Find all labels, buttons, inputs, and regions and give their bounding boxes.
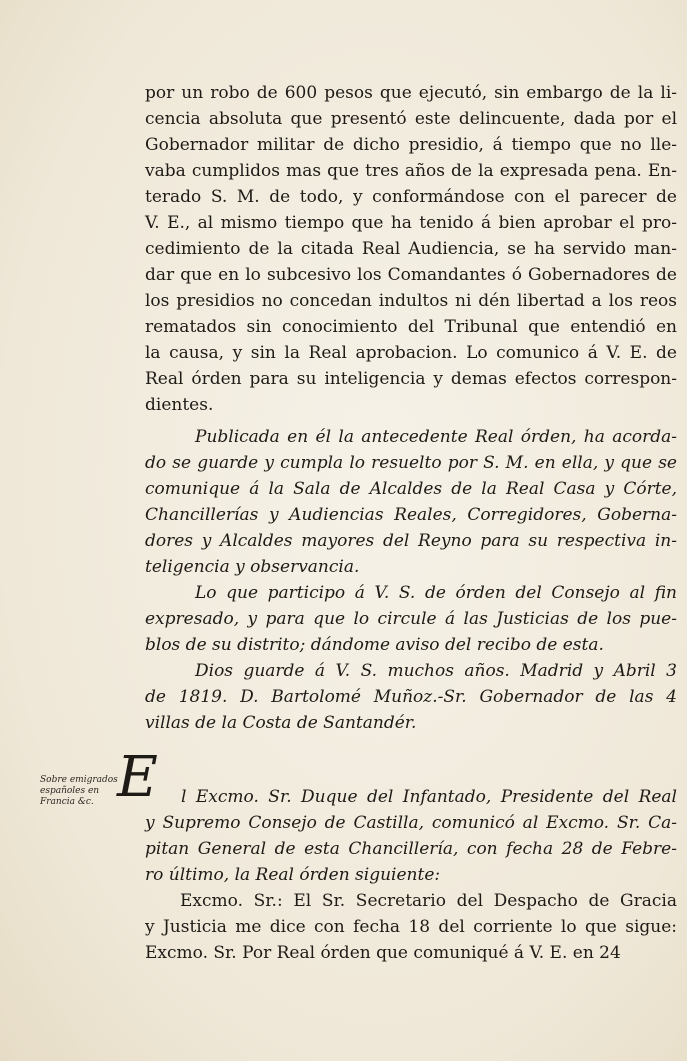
text-line: do se guarde y cumpla lo resuelto por S. M. en ella, y que se: [145, 453, 677, 473]
text-line: Chancillerías y Audiencias Reales, Corregidores, Goberna-: [145, 505, 677, 525]
text-line: expresado, y para que lo circule á las Justicias de los pue-: [145, 609, 677, 629]
text-line: de 1819. D. Bartolomé Muñoz.-Sr. Gobernador de las 4: [145, 687, 677, 707]
text-line: los presidios no concedan indultos ni dén libertad a los reos: [145, 291, 677, 311]
margin-note: Sobre emigrados españoles en Francia &c.: [40, 775, 118, 807]
drop-cap: E: [117, 745, 158, 810]
text-line: la causa, y sin la Real aprobacion. Lo comunico á V. E. de: [145, 343, 677, 363]
text-line: cedimiento de la citada Real Audiencia, se ha servido man-: [145, 239, 677, 259]
text-line: y Justicia me dice con fecha 18 del corriente lo que sigue:: [145, 917, 677, 937]
text-line: cencia absoluta que presentó este delincuente, dada por el: [145, 109, 677, 129]
text-line: Gobernador militar de dicho presidio, á tiempo que no lle-: [145, 135, 677, 155]
text-line: Excmo. Sr.: El Sr. Secretario del Despacho de Gracia: [180, 891, 677, 911]
text-line: teligencia y observancia.: [145, 557, 360, 577]
text-line: Publicada en él la antecedente Real órden, ha acorda-: [195, 427, 677, 447]
text-line: pitan General de esta Chancillería, con fecha 28 de Febre-: [145, 839, 677, 859]
paragraph-6: [145, 888, 677, 966]
text-line: dar que en lo subcesivo los Comandantes ó Gobernadores de: [145, 265, 677, 285]
paragraph-4: [145, 658, 677, 736]
text-line: Real órden para su inteligencia y demas efectos correspon-: [145, 369, 677, 389]
text-line: dientes.: [145, 395, 214, 415]
text-line: V. E., al mismo tiempo que ha tenido á bien aprobar el pro-: [145, 213, 677, 233]
text-line: blos de su distrito; dándome aviso del recibo de esta.: [145, 635, 604, 655]
text-line: terado S. M. de todo, y conformándose con el parecer de: [145, 187, 677, 207]
text-line: l Excmo. Sr. Duque del Infantado, Presidente del Real: [181, 787, 677, 807]
paragraph-1: [145, 80, 677, 418]
paragraph-3: [145, 580, 677, 658]
text-line: Excmo. Sr. Por Real órden que comuniqué á V. E. en 24: [145, 943, 621, 963]
paragraph-5: [145, 784, 677, 888]
text-line: vaba cumplidos mas que tres años de la expresada pena. En-: [145, 161, 677, 181]
paragraph-2: [145, 424, 677, 580]
text-line: dores y Alcaldes mayores del Reyno para su respectiva in-: [145, 531, 677, 551]
text-line: ro último, la Real órden siguiente:: [145, 865, 441, 885]
text-line: villas de la Costa de Santandér.: [145, 713, 417, 733]
text-line: y Supremo Consejo de Castilla, comunicó al Excmo. Sr. Ca-: [145, 813, 677, 833]
text-line: comunique á la Sala de Alcaldes de la Real Casa y Córte,: [145, 479, 677, 499]
text-line: Lo que participo á V. S. de órden del Consejo al fin: [195, 583, 677, 603]
text-line: Dios guarde á V. S. muchos años. Madrid y Abril 3: [195, 661, 677, 681]
text-line: por un robo de 600 pesos que ejecutó, sin embargo de la li-: [145, 83, 677, 103]
text-line: rematados sin conocimiento del Tribunal que entendió en: [145, 317, 677, 337]
